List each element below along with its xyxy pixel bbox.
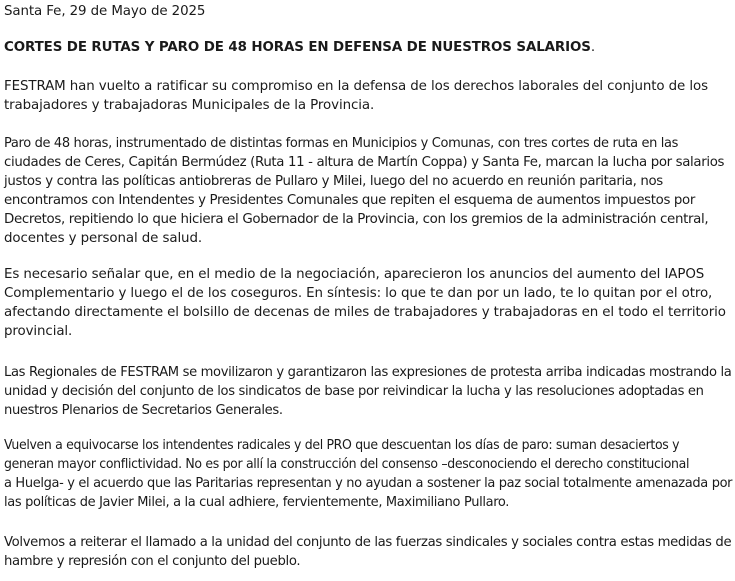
paragraph-line: trabajadores y trabajadoras Municipales de la Provincia. <box>4 98 375 113</box>
paragraph-line: docentes y personal de salud. <box>4 231 203 246</box>
paragraph-6 <box>4 533 735 571</box>
document-title-suffix: . <box>590 40 596 55</box>
paragraph-line: nuestros Plenarios de Secretarios Generales. <box>4 403 283 418</box>
paragraph-line: justos y contra las políticas antiobreras de Pullaro y Milei, luego del no acuerdo en reunión paritaria, nos <box>4 174 663 189</box>
paragraph-line: provincial. <box>4 324 73 339</box>
paragraph-line: FESTRAM han vuelto a ratificar su compromiso en la defensa de los derechos laborales del conjunto de los <box>4 79 708 94</box>
paragraph-line: afectando directamente el bolsillo de decenas de miles de trabajadores y trabajadoras en el todo el territorio <box>4 305 726 320</box>
paragraph-line: unidad y decisión del conjunto de los sindicatos de base por reivindicar la lucha y las resoluciones adoptadas en <box>4 384 704 399</box>
document-title <box>4 38 595 57</box>
paragraph-1 <box>4 77 708 115</box>
paragraph-line: Vuelven a equivocarse los intendentes radicales y del PRO que descuentan los días de paro: suman desaciertos y <box>4 438 680 453</box>
paragraph-line: hambre y represión con el conjunto del pueblo. <box>4 554 301 569</box>
paragraph-3 <box>4 265 726 341</box>
paragraph-line: Es necesario señalar que, en el medio de la negociación, aparecieron los anuncios del aumento del IAPOS <box>4 267 705 282</box>
paragraph-line: Paro de 48 horas, instrumentado de distintas formas en Municipios y Comunas, con tres cortes de ruta en las <box>4 136 679 151</box>
paragraph-2 <box>4 134 728 248</box>
paragraph-line: Volvemos a reiterar el llamado a la unidad del conjunto de las fuerzas sindicales y sociales contra estas medidas de <box>4 535 732 550</box>
paragraph-5 <box>4 436 735 512</box>
paragraph-line: Las Regionales de FESTRAM se movilizaron y garantizaron las expresiones de protesta arriba indicadas mostrando la <box>4 365 732 380</box>
paragraph-line: generan mayor conflictividad. No es por allí la construcción del consenso –desconociendo el derecho constitucional <box>4 457 690 472</box>
paragraph-line: Complementario y luego el de los coseguros. En síntesis: lo que te dan por un lado, te lo quitan por el otro, <box>4 286 713 301</box>
paragraph-line: las políticas de Javier Milei, a la cual adhiere, fervientemente, Maximiliano Pullaro. <box>4 495 510 510</box>
document-title-text: CORTES DE RUTAS Y PARO DE 48 HORAS EN DEFENSA DE NUESTROS SALARIOS <box>4 40 591 55</box>
paragraph-line: ciudades de Ceres, Capitán Bermúdez (Ruta 11 - altura de Martín Coppa) y Santa Fe, marcan la lucha por salarios <box>4 155 725 170</box>
paragraph-4 <box>4 363 735 420</box>
paragraph-line: Decretos, repitiendo lo que hiciera el Gobernador de la Provincia, con los gremios de la administración central, <box>4 212 709 227</box>
paragraph-line: encontramos con Intendentes y Presidentes Comunales que repiten el esquema de aumentos impuestos por <box>4 193 695 208</box>
paragraph-line: a Huelga- y el acuerdo que las Paritarias representan y no ayudan a sostener la paz social totalmente amenazada por <box>4 476 733 491</box>
document-date: Santa Fe, 29 de Mayo de 2025 <box>4 4 206 19</box>
